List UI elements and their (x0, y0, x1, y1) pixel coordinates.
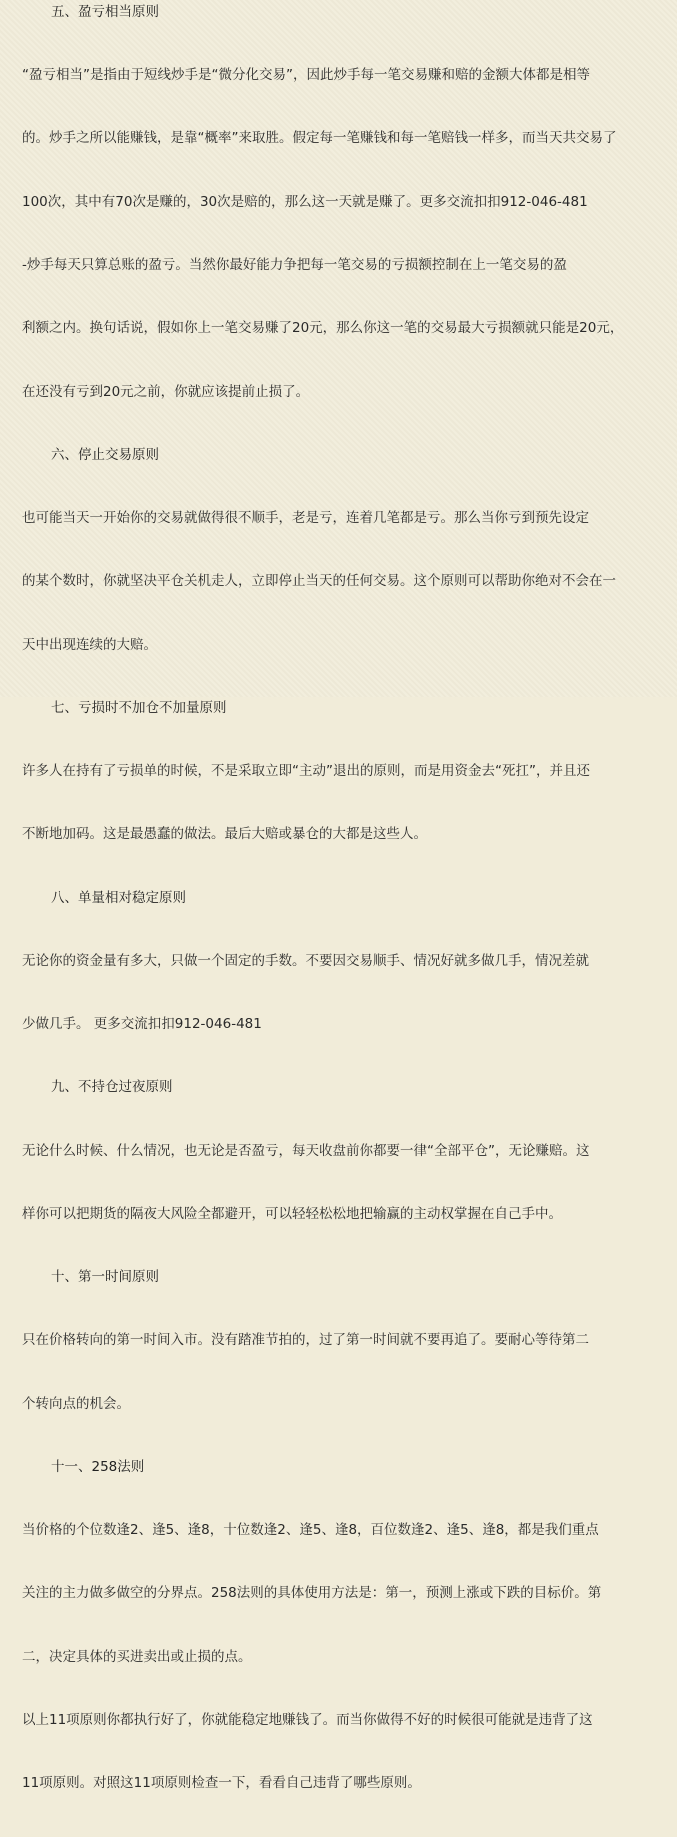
text-line: 少做几手。 更多交流扣扣912-046-481 (22, 1016, 262, 1033)
text-line: 在还没有亏到20元之前，你就应该提前止损了。 (22, 383, 310, 400)
text-line: 的某个数时，你就坚决平仓关机走人，立即停止当天的任何交易。这个原则可以帮助你绝对不会在一 (22, 573, 616, 590)
section-8 (22, 888, 661, 1078)
text-line: 二，决定具体的买进卖出或止损的点。 (22, 1648, 252, 1665)
section-heading: 九、不持仓过夜原则 (51, 1079, 173, 1096)
section-heading: 八、单量相对稳定原则 (51, 889, 186, 906)
section-heading: 五、盈亏相当原则 (51, 4, 159, 20)
text-line: -炒手每天只算总账的盈亏。当然你最好能力争把每一笔交易的亏损额控制在上一笔交易的盈 (22, 257, 567, 274)
text-line: 以上11项原则你都执行好了，你就能稳定地赚钱了。而当你做得不好的时候很可能就是违背了这 (22, 1711, 593, 1728)
section-10 (22, 1267, 661, 1457)
section-7 (22, 698, 661, 888)
text-line: 无论你的资金量有多大，只做一个固定的手数。不要因交易顺手、情况好就多做几手，情况差就 (22, 952, 589, 969)
section-heading: 十、第一时间原则 (51, 1269, 159, 1286)
text-line: 利额之内。换句话说，假如你上一笔交易赚了20元，那么你这一笔的交易最大亏损额就只能是20元， (22, 320, 624, 337)
section-body (22, 466, 661, 698)
text-line: 无论什么时候、什么情况，也无论是否盈亏，每天收盘前你都要一律“全部平仓”，无论赚赔。这 (22, 1142, 590, 1159)
text-line: 11项原则。对照这11项原则检查一下，看看自己违背了哪些原则。 (22, 1775, 421, 1792)
section-body (22, 23, 661, 445)
section-body (22, 1098, 661, 1267)
section-body (22, 1288, 661, 1457)
section-body (22, 1478, 661, 1837)
text-line: 关注的主力做多做空的分界点。258法则的具体使用方法是：第一，预测上涨或下跌的目标价。第 (22, 1585, 602, 1602)
text-line: 当价格的个位数逢2、逢5、逢8，十位数逢2、逢5、逢8，百位数逢2、逢5、逢8，都是我们重点 (22, 1522, 599, 1539)
text-line: 的。炒手之所以能赚钱，是靠“概率”来取胜。假定每一笔赚钱和每一笔赔钱一样多，而当天共交易了 (22, 130, 617, 147)
section-heading: 十一、258法则 (51, 1458, 145, 1475)
section-9 (22, 1077, 661, 1267)
text-line: “盈亏相当”是指由于短线炒手是“微分化交易”，因此炒手每一笔交易赚和赔的金额大体都是相等 (22, 67, 590, 84)
text-line: 个转向点的机会。 (22, 1395, 130, 1412)
section-6 (22, 445, 661, 698)
section-heading: 六、停止交易原则 (51, 446, 159, 463)
section-body (22, 719, 661, 888)
section-5 (22, 2, 661, 445)
section-body (22, 909, 661, 1078)
text-line: 样你可以把期货的隔夜大风险全都避开，可以轻轻松松地把输赢的主动权掌握在自己手中。 (22, 1205, 562, 1222)
text-line: 也可能当天一开始你的交易就做得很不顺手，老是亏，连着几笔都是亏。那么当你亏到预先设定 (22, 510, 589, 527)
text-line: 许多人在持有了亏损单的时候，不是采取立即“主动”退出的原则，而是用资金去“死扛”，并且还 (22, 763, 590, 780)
section-heading: 七、亏损时不加仓不加量原则 (51, 699, 227, 716)
text-line: 100次，其中有70次是赚的，30次是赔的，那么这一天就是赚了。更多交流扣扣912-046-481 (22, 193, 588, 210)
section-11 (22, 1457, 661, 1837)
text-line: 不断地加码。这是最愚蠢的做法。最后大赔或暴仓的大都是这些人。 (22, 826, 427, 843)
text-line: 天中出现连续的大赔。 (22, 636, 157, 653)
text-line: 只在价格转向的第一时间入市。没有踏准节拍的，过了第一时间就不要再追了。要耐心等待第二 (22, 1332, 589, 1349)
